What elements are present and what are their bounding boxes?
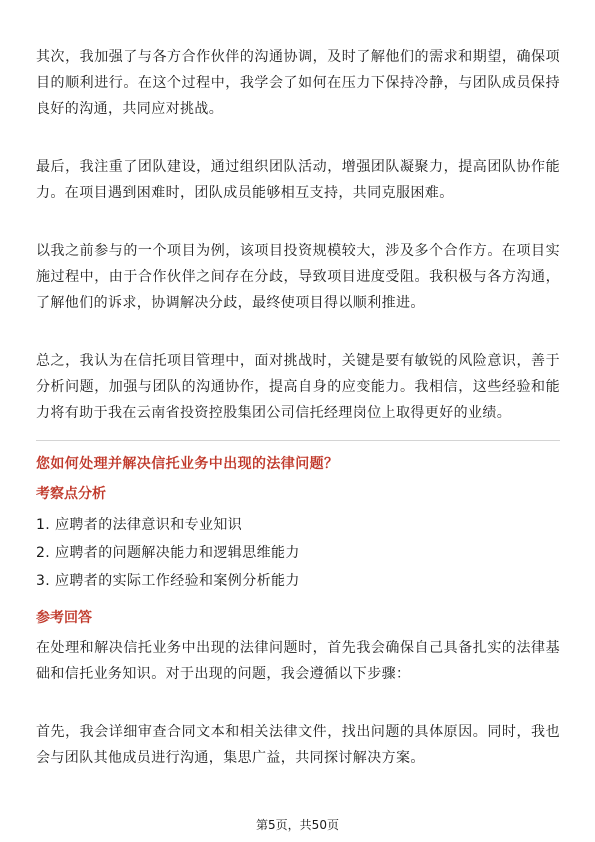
answer-paragraph: 在处理和解决信托业务中出现的法律问题时，首先我会确保自己具备扎实的法律基础和信托业务知识。对于出现的问题，我会遵循以下步骤： (36, 640, 560, 682)
answer-paragraph: 首先，我会详细审查合同文本和相关法律文件，找出问题的具体原因。同时，我也会与团队其他成员进行沟通，集思广益，共同探讨解决方案。 (36, 724, 560, 766)
section-divider (36, 440, 560, 441)
analysis-heading: 考察点分析 (36, 486, 106, 502)
list-item: 3. 应聘者的实际工作经验和案例分析能力 (36, 573, 300, 589)
page-content (36, 44, 560, 803)
page-number: 第5页，共50页 (256, 818, 339, 832)
list-item: 1. 应聘者的法律意识和专业知识 (36, 517, 243, 533)
analysis-list (36, 511, 560, 595)
paragraph: 最后，我注重了团队建设，通过组织团队活动，增强团队凝聚力，提高团队协作能力。在项目遇到困难时，团队成员能够相互支持，共同克服困难。 (36, 159, 560, 201)
paragraph: 以我之前参与的一个项目为例，该项目投资规模较大，涉及多个合作方。在项目实施过程中，由于合作伙伴之间存在分歧，导致项目进度受阻。我积极与各方沟通，了解他们的诉求，协调解决分歧，最终使项目得以顺利推进。 (36, 243, 560, 311)
paragraph: 总之，我认为在信托项目管理中，面对挑战时，关键是要有敏锐的风险意识，善于分析问题，加强与团队的沟通协作，提高自身的应变能力。我相信，这些经验和能力将有助于我在云南省投资控股集团公司信托经理岗位上取得更好的业绩。 (36, 353, 560, 421)
paragraph: 其次，我加强了与各方合作伙伴的沟通协调，及时了解他们的需求和期望，确保项目的顺利进行。在这个过程中，我学会了如何在压力下保持冷静，与团队成员保持良好的沟通，共同应对挑战。 (36, 49, 560, 117)
answer-heading: 参考回答 (36, 610, 92, 626)
question-heading: 您如何处理并解决信托业务中出现的法律问题？ (36, 456, 339, 472)
list-item: 2. 应聘者的问题解决能力和逻辑思维能力 (36, 545, 300, 561)
